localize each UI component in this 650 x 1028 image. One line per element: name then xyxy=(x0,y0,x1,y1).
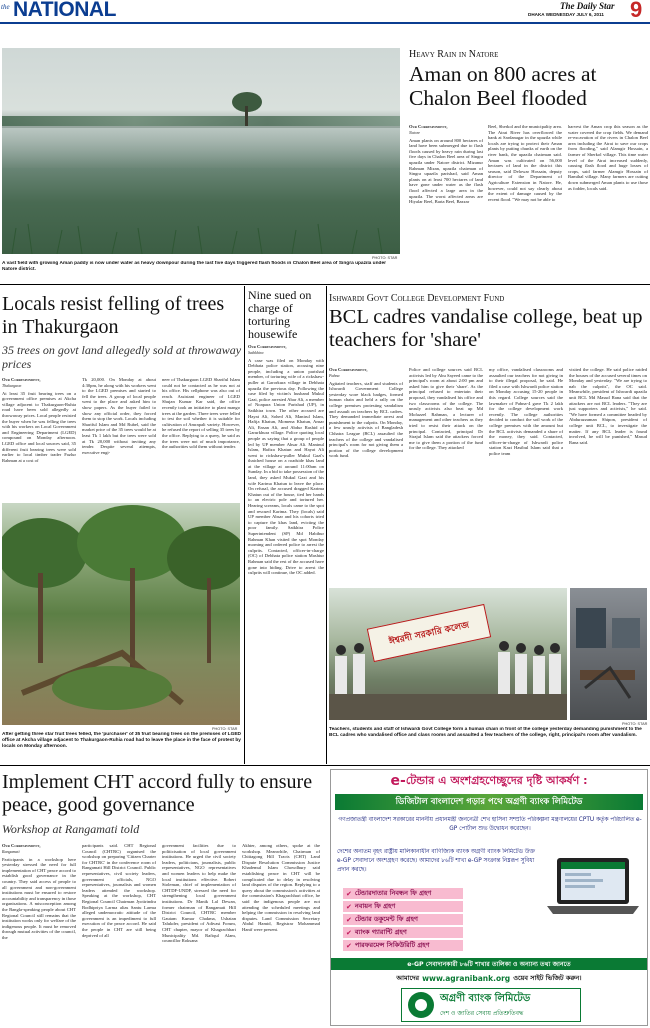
byline-location: Pabna xyxy=(329,372,340,378)
ad-paragraph: দেশের অন্যতম বৃহৎ রাষ্ট্রীয় মালিকানাধীন বাণিজ্যিক ব্যাংক অগ্রণী ব্যাংক লিমিটেড উক্ত e-GP সেবাদানে অংশগ্রহণ করেছে। আমাদের ৮৬টি শাখা e-GP সংক্রান্ত নিম্নরূপ সুবিধা প্রদান করছে। xyxy=(337,849,535,873)
service-label: নবায়ন ফি গ্রহণ xyxy=(354,902,396,910)
story-text: Beel, Sherkol and the municipality area. The Atrai River has overflowed the bank at Sardanagar in the upazila while locals are trying to protect their Aman plants by putting chunks of earth on the river bank, the upazila chairman said. Aman was cultivated on 56,000 hectares of land in the district this season, said Delowar Hossain, deputy director of the Department of Agriculture Extension in Natore. He, however, could not say clearly about the extent of damage caused by the recent flood. "We may not be able to xyxy=(488,124,562,202)
check-icon: ✔ xyxy=(346,902,352,911)
story-kicker: Ishwardi Govt College Development Fund xyxy=(329,293,505,304)
story-column xyxy=(162,377,240,501)
bank-logo-block xyxy=(401,988,581,1022)
ad-paragraph: গণপ্রজাতন্ত্রী বাংলাদেশ সরকারের মাননীয় প্রধানমন্ত্রী জননেত্রী শেখ হাসিনা সম্প্রতি পরিকল্পনা মন্ত্রণালয়ের CPTU কর্তৃক পরিচালিত e-GP পোর্টাল শুভ উদ্বোধন করেছেন। xyxy=(338,817,642,832)
story-headline: Aman on 800 acres at Chalon Beel flooded xyxy=(409,62,597,110)
divider xyxy=(0,284,650,285)
photo-credit: PHOTO: STAR xyxy=(212,727,238,731)
service-label: টেন্ডার ডকুমেন্ট ফি গ্রহণ xyxy=(354,915,418,923)
bank-name: অগ্রণী ব্যাংক লিমিটেড xyxy=(440,993,531,1004)
story-text: Agitated teachers, staff and students of Ishwardi Government College yesterday wore black badges, formed human chain and held a rally on the college premises protesting vandalism and assault on teachers by BCL cadres. They demanded immediate arrest and punishment to the culprits. On Monday, a few unruly activists of Bangladesh Chhatra League (BCL) assaulted the teachers of the college and vandalised principal's room for not giving them a portion of the college development work fund. xyxy=(329,380,403,459)
ad-services-list xyxy=(343,888,463,953)
byline: Our Correspondent, xyxy=(2,377,41,382)
story-column xyxy=(2,377,76,501)
story-column xyxy=(242,843,320,1026)
story-text: Police and college sources said BCL activists led by Abu Sayeed came to the principal's room at about 2:00 pm and asked him to give their 'share'. As the principal refused to entertain their proposal, they vandalised his office and two classrooms of the college. The unruly activists also beat up Md Mofazzel Rahman, a lecturer of management and other teachers as they tried to resist their attack on the principal. Contacted, principal Dr Sirajul Islam said the attackers forced me to give them a portion of the fund for the college. They attacked xyxy=(409,367,483,451)
story-text: harvest the Aman crop this season as the water covered the crop fields. We demand re-excavation of the rivers in Chalon Beel area including the Atrai to save our crops from flooding," said Alamgir Hossain, a farmer of Sherkol village. This time water level of the Atrai increased suddenly, causing flash flood and huge losses of crops, said farmer Alamgir Hossain of Bamihal village. Many farmers are cutting down submerged Aman plants to use those as fodder, locals said. xyxy=(568,124,648,191)
byline-location: Sathkhira xyxy=(248,349,264,355)
byline: Our Correspondent, xyxy=(329,367,368,372)
photo-caption: After getting three star fruit trees felled, the 'purchaser' of 35 fruit bearing trees on the premises of LGED office at Akcha village adjacent to Thakurgaon-Ruhia road had to leave the place in the face of protest by locals on Monday afternoon. xyxy=(2,732,241,749)
byline-location: Natore xyxy=(409,129,420,135)
story-text: Participants in a workshop here yesterday stressed the need for full implementation of CHT peace accord to establish good governance in the country. They said access of people to all government and non-government institutions must be ensured to restore accountability and transparency in those organisations. A misconception among the Bangla-speaking people about CHT Regional Council still remains that the institution works only for welfare of the indigenous people. It must be removed through mutual activities of the council, the xyxy=(2,856,76,940)
banner-text: ঈশ্বরদী সরকারি কলেজ xyxy=(388,620,471,647)
ad-website-line xyxy=(331,972,647,984)
masthead-rule xyxy=(0,22,650,24)
story-subhead: Workshop at Rangamati told xyxy=(2,822,140,836)
story-column xyxy=(82,377,156,501)
story-headline: Locals resist felling of trees in Thakurgaon xyxy=(2,293,225,338)
tree-felling-photo xyxy=(2,503,240,725)
page-number: 9 xyxy=(630,0,643,22)
ad-website-pre: আমাদের xyxy=(396,973,420,982)
story-text: Tk 20,000. On Monday at about 4:30pm, he along with his workers went to the LGED premises and started to fell the trees. A group of local people went to the place and asked him to show papers. As the buyer failed to show any official order, they forced them to stop the work. Locals including Shariful Islam and Md Rubel, said the market price of the 35 trees would be at least Tk 1 lakh but the trees were sold at Tk 20,000 without inviting any tender. Despite several attempts, executive engi- xyxy=(82,377,156,455)
story-column xyxy=(569,367,647,585)
human-chain-photo xyxy=(329,588,567,720)
ad-website-post: ওয়েব সাইট ভিজিট করুন। xyxy=(513,973,582,982)
section-title: NATIONAL xyxy=(13,0,116,21)
story-column xyxy=(488,124,562,282)
ad-subtitle-bar xyxy=(335,794,643,810)
byline-location: Thakurgaon xyxy=(2,382,22,388)
service-item xyxy=(343,914,463,925)
story-kicker: Heavy Rain in Natore xyxy=(409,49,499,60)
check-icon: ✔ xyxy=(346,889,352,898)
column-divider xyxy=(326,286,327,764)
laptop-icon xyxy=(545,854,641,918)
service-label: ব্যাংক গ্যারান্টি গ্রহণ xyxy=(354,928,407,936)
section-logo: the xyxy=(1,3,10,11)
ad-subtitle: ডিজিটাল বাংলাদেশ গড়ার পথে অগ্রণী ব্যাংক লিমিটেড xyxy=(395,797,583,807)
ad-footer-line xyxy=(331,958,647,970)
ad-title-bar xyxy=(331,770,647,792)
story-column xyxy=(409,367,483,585)
story-headline: BCL cadres vandalise college, beat up teachers for 'share' xyxy=(329,306,643,351)
story-text: At least 35 fruit bearing trees on a government office premises at Akcha village adjacent to Thakurgaon-Ruhia road have been sold allegedly at throwaway prices. Local people resisted the buyer when he was felling the trees with his workers on Local Government and Engineering Department (LGED) compound on Monday afternoon. LGED office and local sources said, 35 different fruit bearing trees were sold earlier to local timber trader Fazlur Rahman at a cost of xyxy=(2,390,76,463)
service-item xyxy=(343,927,463,938)
trees-illustration xyxy=(2,503,240,725)
service-label: পারফরমেন্স সিকিউরিটি গ্রহণ xyxy=(354,941,430,949)
story-headline: Implement CHT accord fully to ensure peace, good governance xyxy=(2,771,313,816)
story-column xyxy=(248,344,324,762)
service-item xyxy=(343,888,463,899)
masthead xyxy=(0,0,650,22)
service-label: টেন্ডারদাতার নিবন্ধন ফি গ্রহণ xyxy=(354,889,432,897)
column-divider xyxy=(244,286,245,764)
photo-caption: A vast field with growing Aman paddy is now under water as heavy downpour during the last five days triggered flash floods in Chalon Beel area of Singra upazila under Natore district. xyxy=(2,261,386,272)
dateline: DHAKA WEDNESDAY JULY 6, 2011 xyxy=(528,12,604,17)
story-subhead: 35 trees on govt land allegedly sold at throwaway prices xyxy=(2,343,242,371)
photo-credit: PHOTO: STAR xyxy=(622,722,648,726)
story-column xyxy=(489,367,563,585)
story-column xyxy=(162,843,236,1026)
paddy-illustration xyxy=(2,158,400,254)
bank-logo-icon xyxy=(408,992,434,1018)
story-text: participants said. CHT Regional Council (CHTRC) organised the workshop on preparing 'Citizen Charter for CHTRC' in the conference room of Rangamati Hill District Council. Public representatives, civil society leaders, government officials, NGO representatives, journalists and women leaders attended the workshop. Speaking at the workshop, CHT Regional Council Chairman Jyotirindra Bodhipriya Larma alias Santu Larma alleged undemocratic attitude of the government is an impediment to full execution of the peace accord. He said the people in CHT are still being deprived of all xyxy=(82,843,156,938)
divider xyxy=(0,765,650,766)
story-column xyxy=(568,124,648,282)
check-icon: ✔ xyxy=(346,928,352,937)
story-text: Akhter, among others, spoke at the workshop. Meanwhile, Chairman of Chittagong Hill Tracts (CHT) Land Dispute Resolution Commission Justice Khademul Islam Chowdhury said establishing peace in CHT will be complicated due to delay in resolving land disputes of the region. Replying to a query about the commission's activities at the commission's Khagrachhari office, he said the indigenous people are not attending the scheduled meetings and helping the commission in resolving land disputes. Land Commission Secretary Abdul Hamid, Registrar Mohammad Hanif were present. xyxy=(242,843,320,932)
newspaper-name: The Daily Star xyxy=(560,1,615,11)
byline: Our Correspondent, xyxy=(248,344,287,349)
photo-caption: Teachers, students and staff of Ishwardi Govt College form a human chain in front of the college yesterday demanding punishment to the BCL cadres who vandalised office and class rooms and assaulted a few teachers of the college, right, principal's room after vandalism. xyxy=(329,727,642,738)
photo-credit: PHOTO: STAR xyxy=(372,256,398,260)
service-item xyxy=(343,901,463,912)
story-text: government facilities due to politicisation of local government institutions. He urged the civil society leaders, politicians, journalists, public representatives, NGO representatives and women leaders to help make the local institutions effective. Robert Stoleman, chief of implementation of CHTDF-UNDP, stressed the need for strengthening local government institutions. Dr Manik Lal Dewan, former chairman of Rangamati Hill District Council, CHTRC member Gautam Kumar Chakma, Ushatan Talukder, president of Adivasi Forum, CHT chapter, mayor of Khagrachhari Municipality Md. Rafiqul Alam, councillor Roksana xyxy=(162,843,236,944)
laptop-illustration xyxy=(545,854,641,918)
story-column xyxy=(409,124,483,282)
story-headline: Nine sued on charge of torturing housewife xyxy=(248,289,312,341)
byline-location: Rangamati xyxy=(2,848,20,854)
story-text: Aman plants on around 800 hectares of land have been submerged due to flash floods caused by heavy rain during last five days in Chalon Beel area of Singra upazila under Natore district. Mizanur Rahman Mizan, upazila chairman of Singra upazila parishad, said Aman plants on at least 700 hectares of land have gone under water as the flash flood affected a large area in the upazila. The worst affected areas are Hiyalar Beel, Baria Beel, Bazzar xyxy=(409,137,483,205)
ad-title-prefix: e- xyxy=(390,773,406,789)
tree-line xyxy=(2,116,400,126)
flood-photo xyxy=(2,48,400,254)
tree-illustration xyxy=(227,88,267,128)
bank-name-group xyxy=(440,991,530,1019)
story-column xyxy=(329,367,403,585)
story-text: my office, vandalised classrooms and assaulted our teachers for not giving in to their illegal proposal, he said. He filed a case with Ishwardi police station on Monday accusing 15-20 people in this regard. College sources said the lawmaker of Pabna-4 gave Tk 2 lakh for the college development work recently. The college authorities decided to conduct the soil work of the college premises with the amount but the BCL activists demanded a share of the money, they said. Contacted, officer-in-charge of Ishwardi police station Kazi Hasibul Islam said that a police team xyxy=(489,367,563,456)
ad-title: টেন্ডার এ অংশগ্রহণেচ্ছুদের দৃষ্টি আকর্ষণ : xyxy=(405,773,588,787)
crowd-illustration xyxy=(329,628,567,720)
check-icon: ✔ xyxy=(346,915,352,924)
ad-website: www.agranibank.org xyxy=(422,973,511,983)
story-column xyxy=(2,843,76,1026)
check-icon: ✔ xyxy=(346,941,352,950)
story-text: A case was filed on Monday with Debhata police station, accusing nine people, including a union parishad member, of torturing wife of a rickshaw-puller at Garorkura village in Debhata upazila the previous day. Following the case filed by victim's husband Mukul Gazi, police arrested Abar Ali, a member of Noapara Union Parishad (UP), in Satkhira town. The other accused are Hayat Ali, Sohed Ali, Manirul Islam, Hafija Khatun, Momena Khatun, Ansar Ali, Ensan Ali, and Abdur Rashid of Garurkhura village. Police quoting local people as saying that a group of people led by UP member Absar Ali. Maninul Islam, Hafiza Khatun and Hayat Ali went to rickshaw-puller Mukul Gazi's thatched house on a roadside khas land at the village at around 11:00am on Sunday. In a bid to take possession of the land, they asked Mukul Gazi and his wife Karima Khatun to leave the place. On refusal, the accused dragged Karima Khatun out of the house, tied her hands to an electric pole and tortured her. Hearing screams, locals came to the spot and rescued Karima. They (locals) said UP member Absar and his cohorts tried to capture the khas land, evicting the poor family. Satkhira Police Superintendent (SP) Md Habibur Rahman Khan visited the spot Monday morning and ordered police to arrest the culprits. Contacted, officer-in-charge (OC) of Debhata police station Mashiur Rahman said the rest of the accused have gone into hiding. Drive to arrest the culprits will continue, the OC added. xyxy=(248,357,324,576)
story-text: visited the college. He said police raided the houses of the accused several times on Monday and yesterday. "We are trying to nab the culprits", the OC said. Meanwhile, president of Ishwardi upazila unit BCL Md Masud Rana said that the attackers are not BCL leaders. "They are just supporters and activists," he said. "We have formed a committee headed by Abdurazzaman Shipon, president of college unit BCL, to investigate the matter. If any BCL leader is found involved, he will be punished," Masud Rana said. xyxy=(569,367,647,445)
byline: Our Correspondent, xyxy=(2,843,41,848)
story-text: neer of Thakurgaon LGED Shariful Islam could not be contacted as he was not at his office. His cellphone was also out of reach. Assistant engineer of LGED Shujan Kumar Kar said, the office recently took an initiative to plant mango trees at the garden. Three trees were felled to test the soil whether it is suitable for cultivation of Amrapali variety. However, he refused the report of selling 35 trees by the office. Replying to a query, he said as the trees were not of much importance, the authorities sold them without tender. xyxy=(162,377,240,450)
ad-footer-text: e-GP সেবাদানকারী ৮৬টি শাখার তালিকা ও অন্যান্য তথ্য জানতে xyxy=(407,960,571,968)
service-item xyxy=(343,940,463,951)
story-column xyxy=(82,843,156,1026)
bank-tagline: দেশ ও জাতির সেবায় প্রতিশ্রুতিবদ্ধ xyxy=(440,1010,524,1017)
room-illustration xyxy=(570,588,647,720)
advertisement xyxy=(330,769,648,1026)
vandalised-room-photo xyxy=(570,588,647,720)
byline: Our Correspondent, xyxy=(409,124,448,129)
